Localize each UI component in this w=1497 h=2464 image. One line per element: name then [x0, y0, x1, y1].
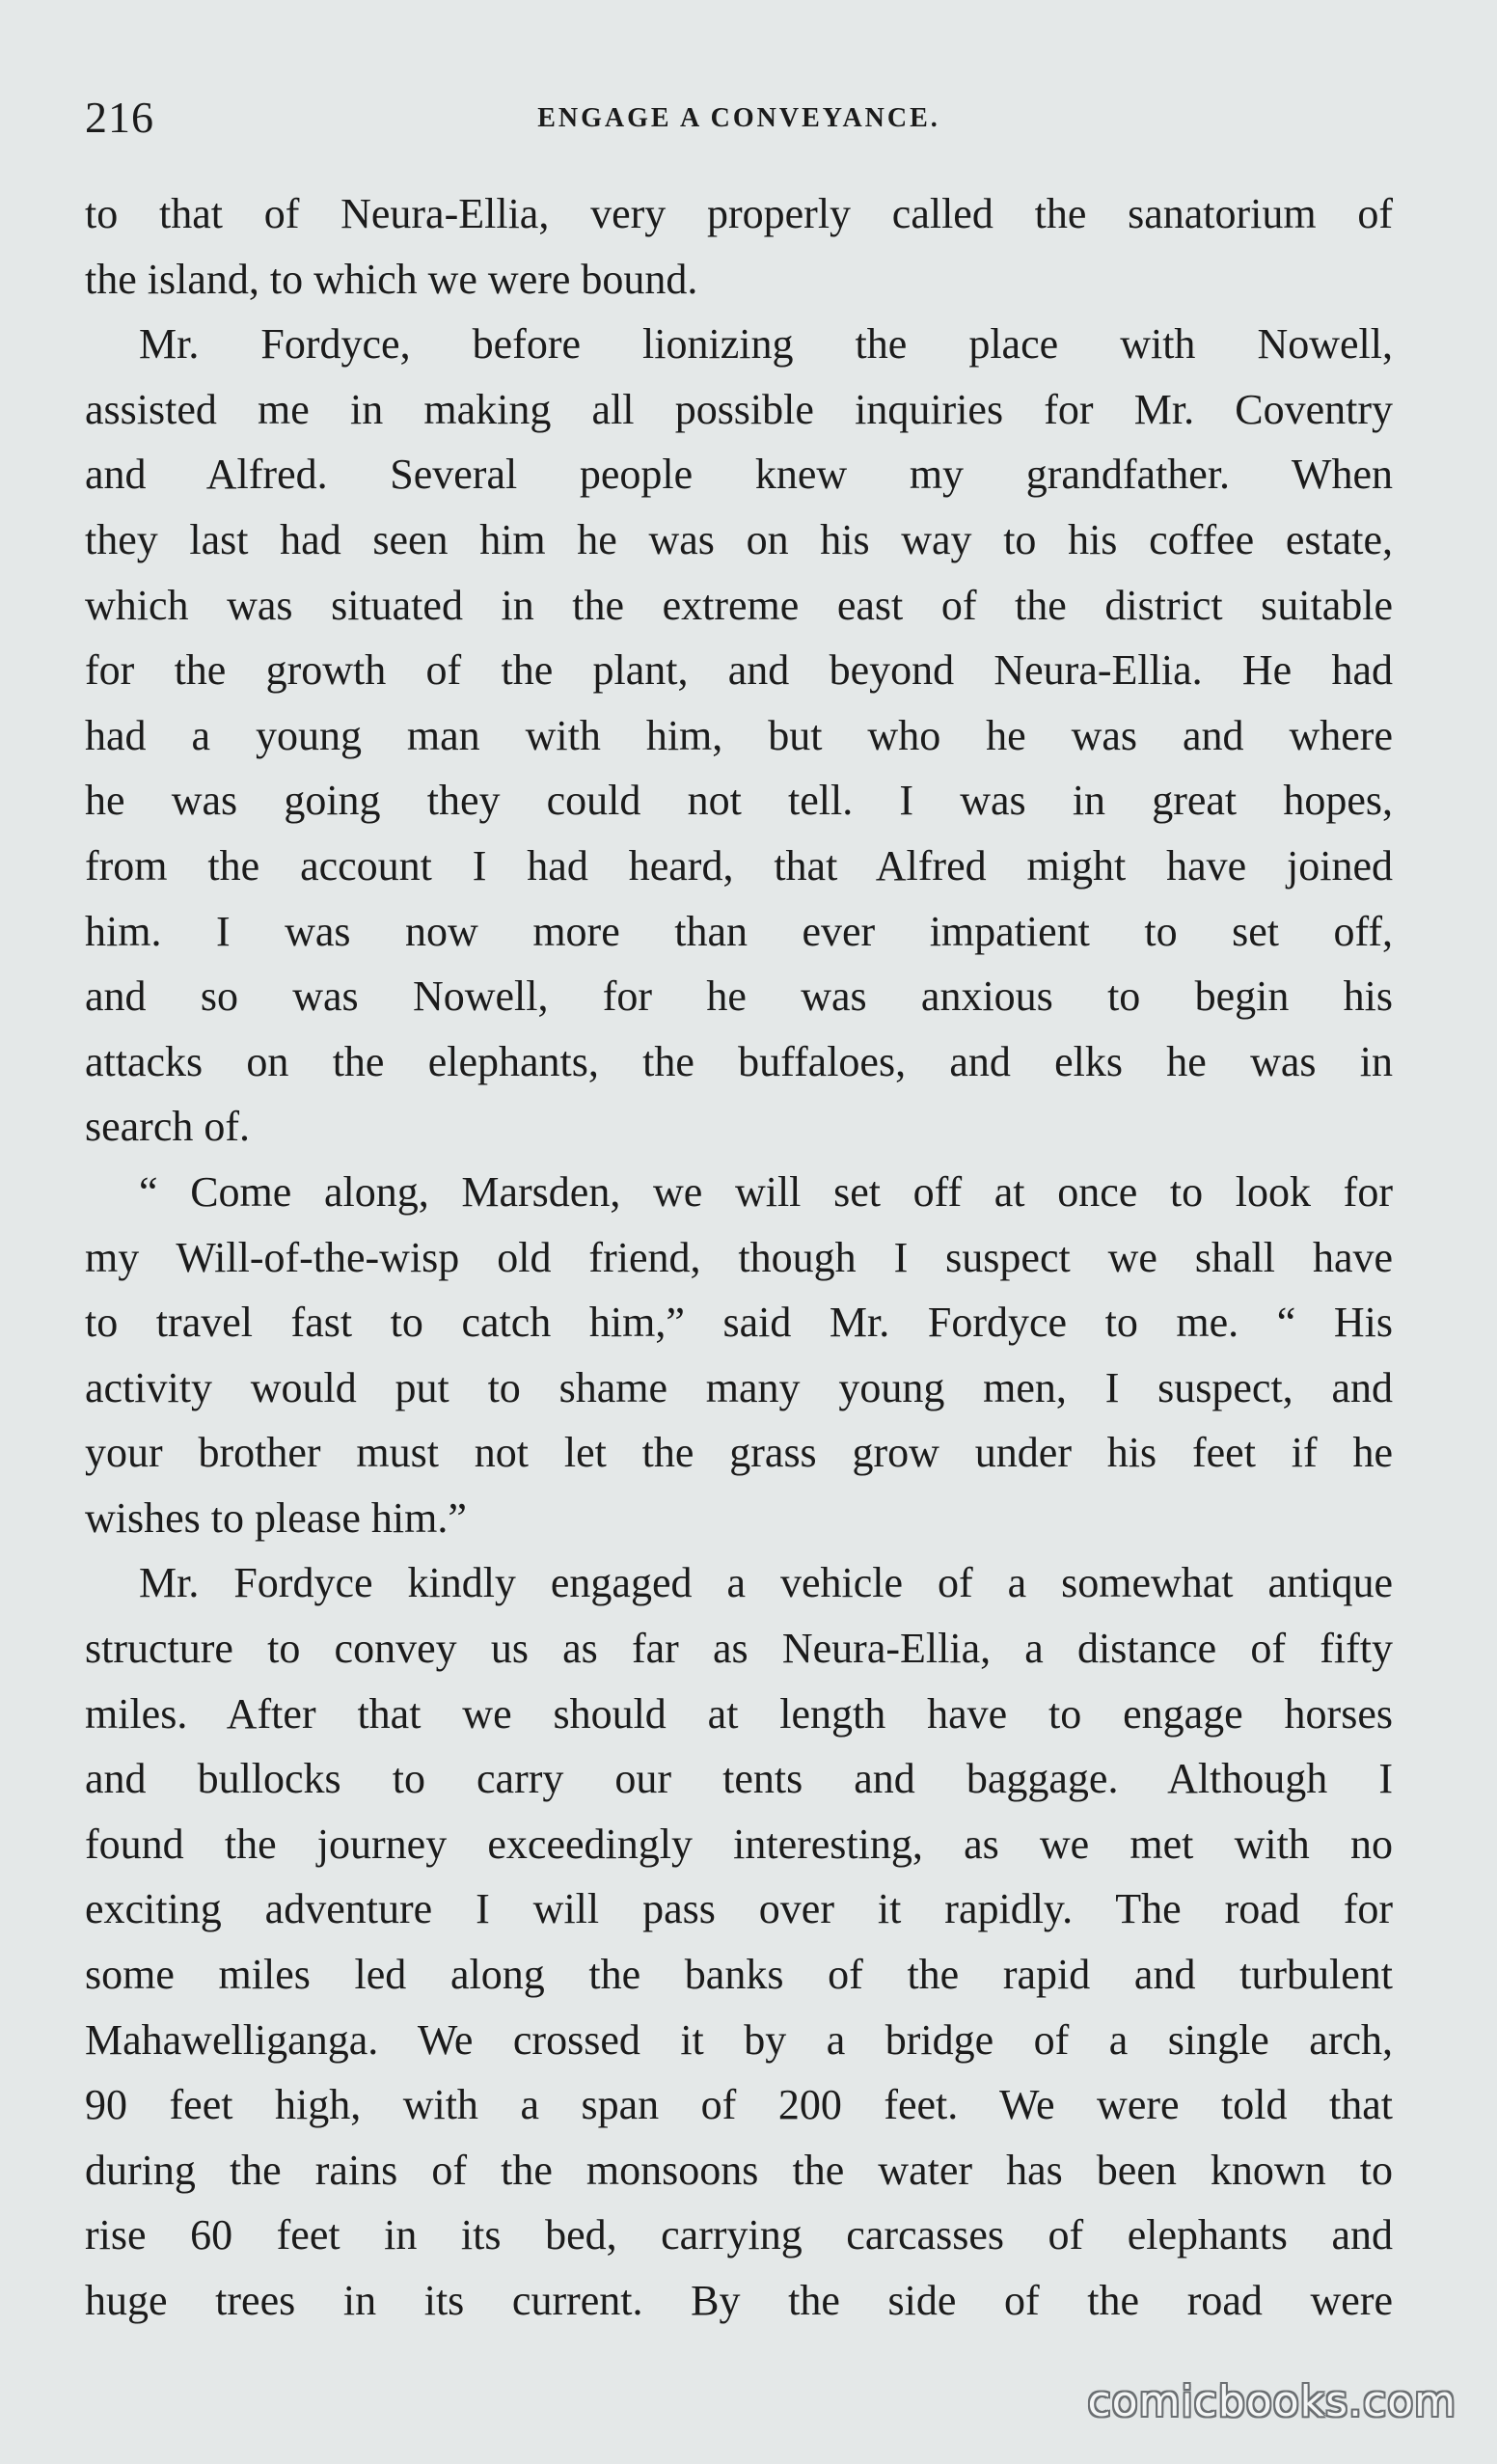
text-line: Mahawelliganga. We crossed it by a bridge of a single arch,	[85, 2015, 1393, 2064]
page-number: 216	[85, 93, 154, 142]
text-line: attacks on the elephants, the buffaloes, and elks he was in	[85, 1037, 1393, 1085]
running-title: ENGAGE A CONVEYANCE.	[537, 103, 940, 133]
text-line: and Alfred. Several people knew my grandfather. When	[85, 451, 1393, 499]
text-line: he was going they could not tell. I was in great hopes,	[85, 777, 1393, 825]
running-head	[85, 89, 1393, 147]
body-text	[85, 181, 1393, 2334]
text-line: search of.	[85, 1103, 251, 1151]
text-line: structure to convey us as far as Neura-Ellia, a distance of fifty	[85, 1625, 1393, 1673]
text-line: “ Come along, Marsden, we will set off at once to look for	[139, 1167, 1393, 1216]
text-line: during the rains of the monsoons the water has been known to	[85, 2146, 1393, 2194]
text-line: to that of Neura-Ellia, very properly called the sanatorium of	[85, 190, 1393, 237]
text-line: the island, to which we were bound.	[85, 255, 698, 303]
text-line: my Will-of-the-wisp old friend, though I suspect we shall have	[85, 1233, 1393, 1281]
text-line: for the growth of the plant, and beyond Neura-Ellia. He had	[85, 646, 1393, 695]
watermark: comicbooks.com	[1087, 2377, 1456, 2426]
text-line: activity would put to shame many young men, I suspect, and	[85, 1363, 1393, 1411]
text-line: from the account I had heard, that Alfred might have joined	[85, 841, 1393, 890]
text-line: and so was Nowell, for he was anxious to begin his	[85, 972, 1393, 1021]
text-line: rise 60 feet in its bed, carrying carcasses of elephants and	[85, 2211, 1393, 2259]
text-line: exciting adventure I will pass over it rapidly. The road for	[85, 1885, 1393, 1933]
text-line: assisted me in making all possible inquiries for Mr. Coventry	[85, 385, 1393, 433]
text-line: and bullocks to carry our tents and baggage. Although I	[85, 1755, 1393, 1803]
text-line: which was situated in the extreme east of the district suitable	[85, 581, 1393, 629]
text-line: your brother must not let the grass grow under his feet if he	[85, 1429, 1393, 1477]
text-line: they last had seen him he was on his way to his coffee estate,	[85, 515, 1393, 563]
text-line: some miles led along the banks of the rapid and turbulent	[85, 1951, 1393, 1999]
text-line: Mr. Fordyce, before lionizing the place with Nowell,	[139, 320, 1393, 369]
text-line: found the journey exceedingly interesting, as we met with no	[85, 1820, 1393, 1868]
text-line: Mr. Fordyce kindly engaged a vehicle of a somewhat antique	[139, 1559, 1393, 1607]
text-line: him. I was now more than ever impatient to set off,	[85, 907, 1393, 955]
text-line: 90 feet high, with a span of 200 feet. We were told that	[85, 2081, 1393, 2129]
text-line: huge trees in its current. By the side of the road were	[85, 2277, 1393, 2324]
text-line: to travel fast to catch him,” said Mr. Fordyce to me. “ His	[85, 1299, 1393, 1347]
text-line: miles. After that we should at length have to engage horses	[85, 1689, 1393, 1738]
text-line: wishes to please him.”	[85, 1493, 467, 1542]
text-line: had a young man with him, but who he was and where	[85, 711, 1393, 759]
